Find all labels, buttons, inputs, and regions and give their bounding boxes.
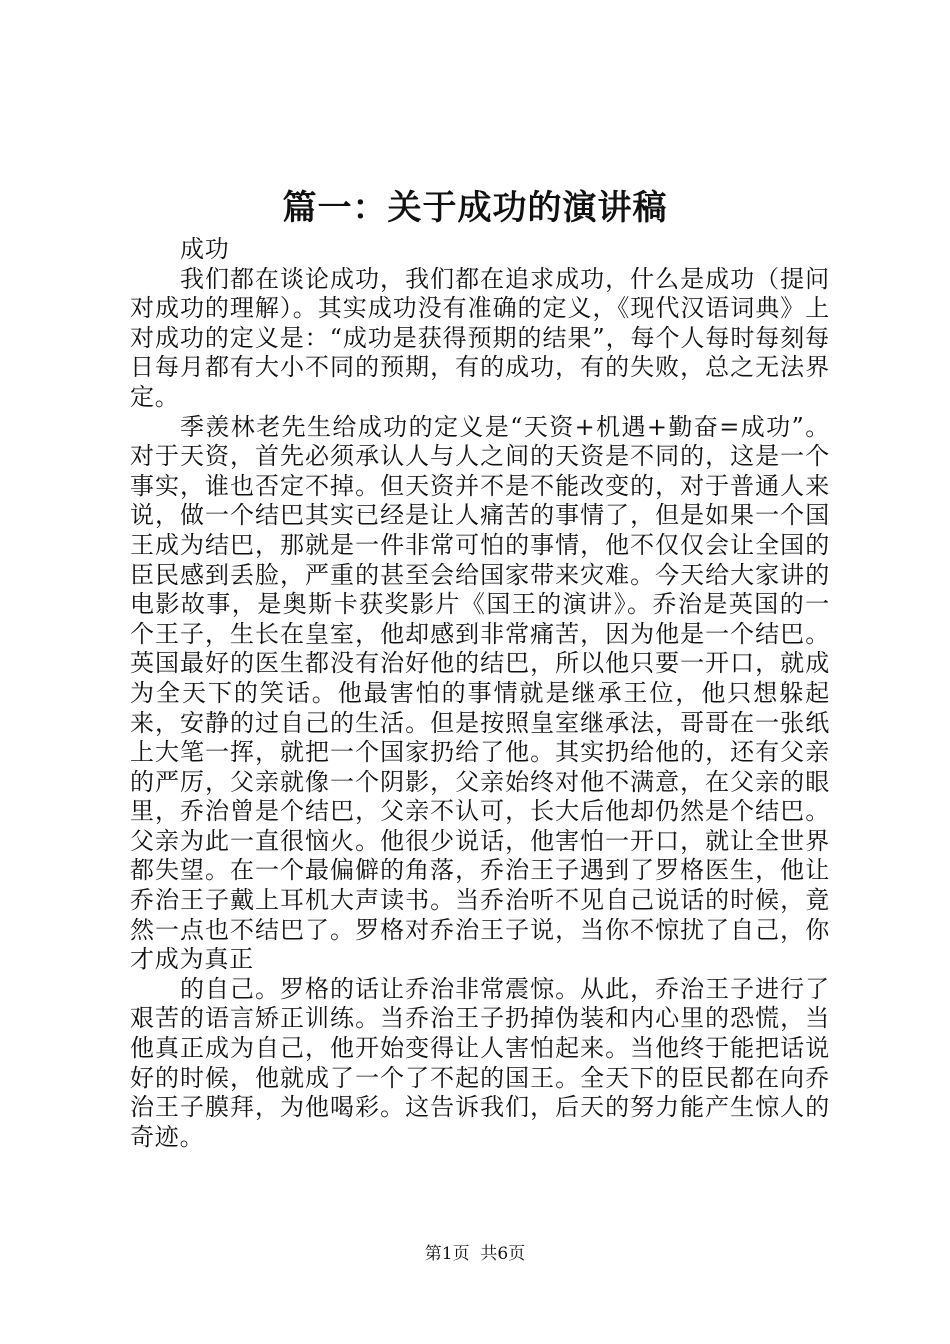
page-number-footer: 第1页 共6页: [424, 1244, 526, 1264]
paragraph-heading: 成功: [180, 235, 230, 263]
paragraph: 季羡林老先生给成功的定义是“天资+机遇+勤奋=成功”。对于天资，首先必须承认人与人之间的天资是不同的，这是一个事实，谁也否定不掉。但天资并不是不能改变的，对于普通人来说，做一个结巴其实已经是让人痛苦的事情了，但是如果一个国王成为结巴，那就是一件非常可怕的事情，他不仅仅会让全国的臣民感到丢脸，严重的甚至会给国家带来灾难。今天给大家讲的电影故事，是奥斯卡获奖影片《国王的演讲》。乔治是英国的一个王子，生长在皇室，他却感到非常痛苦，因为他是一个结巴。英国最好的医生都没有治好他的结巴，所以他只要一开口，就成为全天下的笑话。他最害怕的事情就是继承王位，他只想躲起来，安静的过自己的生活。但是按照皇室继承法，哥哥在一张纸上大笔一挥，就把一个国家扔给了他。其实扔给他的，还有父亲的严厉，父亲就像一个阴影，父亲始终对他不满意，在父亲的眼里，乔治曾是个结巴，父亲不认可，长大后他却仍然是个结巴。父亲为此一直很恼火。他很少说话，他害怕一开口，就让全世界都失望。在一个最偏僻的角落，乔治王子遇到了罗格医生，他让乔治王子戴上耳机大声读书。当乔治听不见自己说话的时候，竟然一点也不结巴了。罗格对乔治王子说，当你不惊扰了自己，你才成为真正: [130, 412, 830, 974]
document-body: [130, 235, 830, 1152]
document-title: 篇一：关于成功的演讲稿: [282, 188, 668, 228]
paragraph: 我们都在谈论成功，我们都在追求成功，什么是成功（提问对成功的理解）。其实成功没有准确的定义，《现代汉语词典》上对成功的定义是：“成功是获得预期的结果”，每个人每时每刻每日每月都有大小不同的预期，有的成功，有的失败，总之无法界定。: [130, 264, 830, 411]
paragraph: 的自己。罗格的话让乔治非常震惊。从此，乔治王子进行了艰苦的语言矫正训练。当乔治王子扔掉伪装和内心里的恐慌，当他真正成为自己，他开始变得让人害怕起来。当他终于能把话说好的时候，他就成了一个了不起的国王。全天下的臣民都在向乔治王子膜拜，为他喝彩。这告诉我们，后天的努力能产生惊人的奇迹。: [130, 974, 830, 1151]
